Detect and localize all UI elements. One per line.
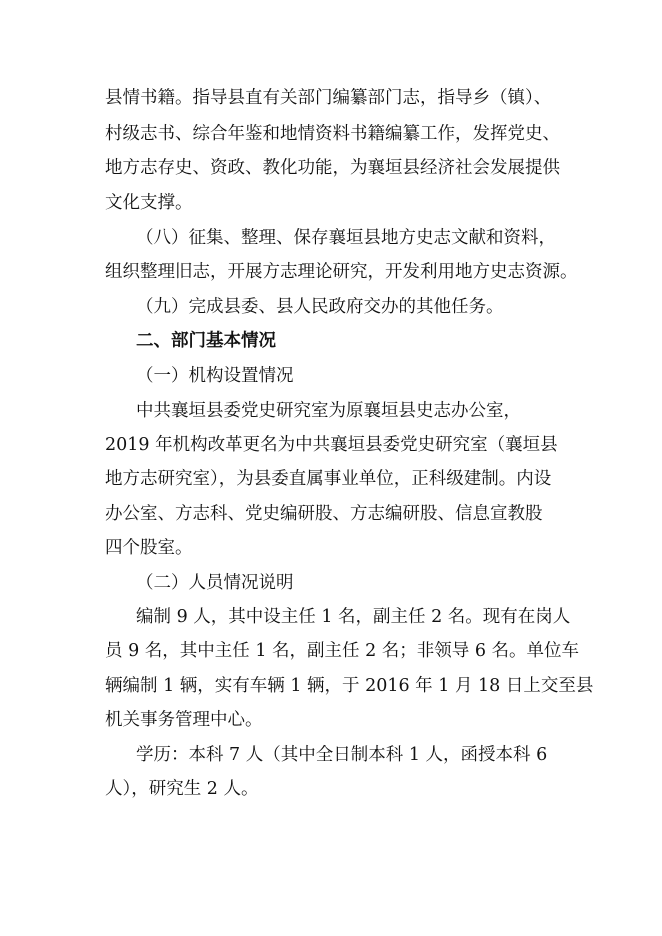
body-text-line: 文化支撑。 [105, 193, 193, 213]
education-text: 学历：本科 7 人（其中全日制本科 1 人，函授本科 6 [136, 745, 548, 765]
body-text-line: 人），研究生 2 人。 [105, 779, 259, 799]
item-9-text: （九）完成县委、县人民政府交办的其他任务。 [136, 297, 504, 317]
body-text-line: 中共襄垣县委党史研究室为原襄垣县史志办公室， [136, 401, 521, 421]
body-text-line: 地方志存史、资政、教化功能，为襄垣县经济社会发展提供 [105, 158, 560, 178]
body-text-line: 办公室、方志科、党史编研股、方志编研股、信息宣教股 [105, 504, 543, 524]
body-text-line: 组织整理旧志，开展方志理论研究，开发利用地方史志资源。 [105, 262, 578, 282]
body-text-line: 机关事务管理中心。 [105, 710, 263, 730]
body-text-line: 2019 年机构改革更名为中共襄垣县委党史研究室（襄垣县 [105, 435, 558, 455]
section-heading: 二、部门基本情况 [136, 331, 276, 351]
body-text-line: 村级志书、综合年鉴和地情资料书籍编纂工作，发挥党史、 [105, 124, 560, 144]
body-text-line: 辆编制 1 辆，实有车辆 1 辆，于 2016 年 1 月 18 日上交至县 [105, 676, 594, 696]
body-text-line: 员 9 名，其中主任 1 名，副主任 2 名；非领导 6 名。单位车 [105, 641, 580, 661]
body-text-line: 四个股室。 [105, 538, 193, 558]
subsection-heading-staff: （二）人员情况说明 [136, 573, 294, 593]
item-8-text: （八）征集、整理、保存襄垣县地方史志文献和资料， [136, 228, 556, 248]
body-text-line: 县情书籍。指导县直有关部门编纂部门志，指导乡（镇）、 [105, 88, 552, 108]
body-text-line: 编制 9 人，其中设主任 1 名，副主任 2 名。现有在岗人 [136, 607, 571, 627]
subsection-heading-org: （一）机构设置情况 [136, 366, 294, 386]
body-text-line: 地方志研究室），为县委直属事业单位，正科级建制。内设 [105, 469, 552, 489]
